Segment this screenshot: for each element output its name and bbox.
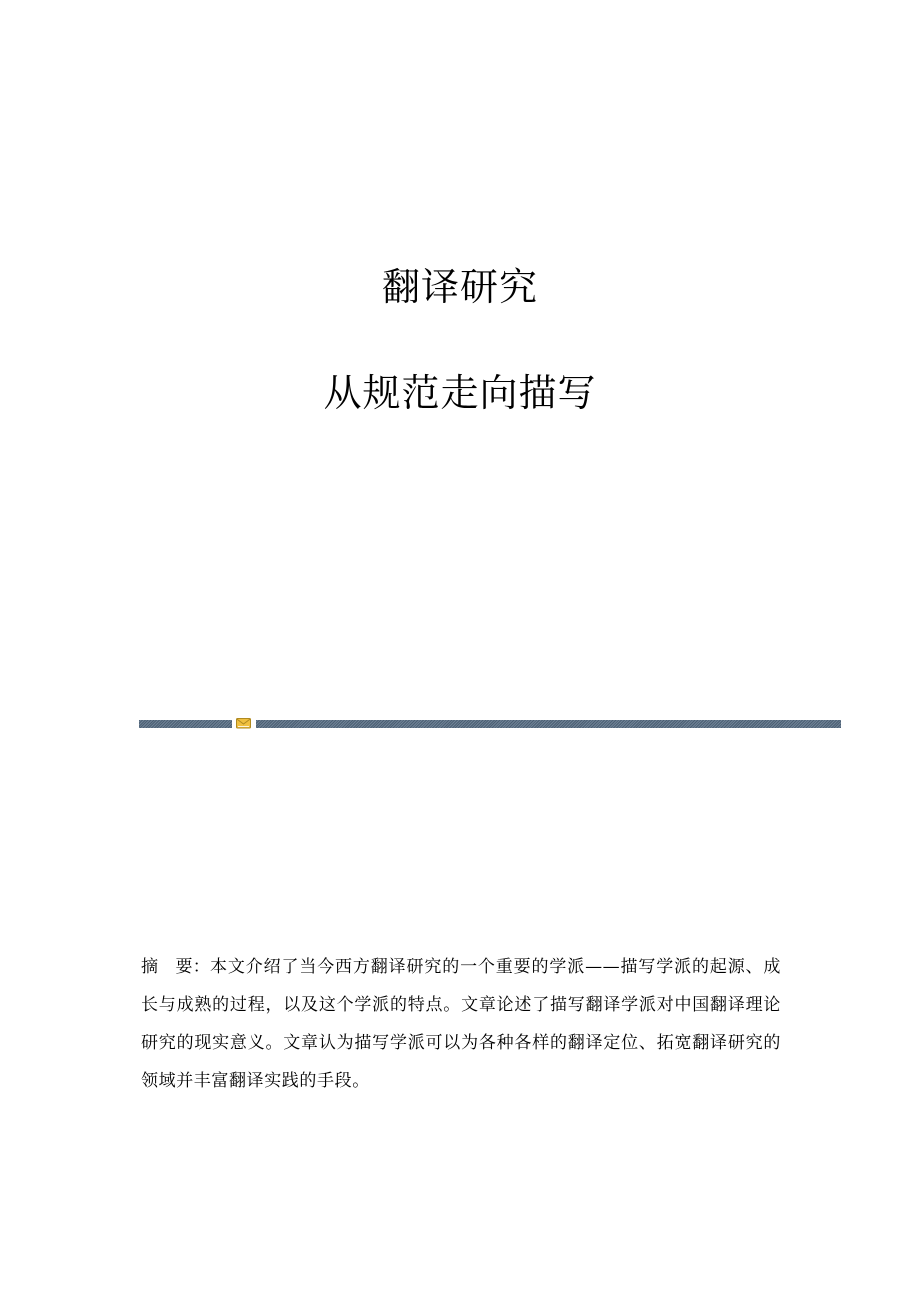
abstract-paragraph xyxy=(141,948,781,1100)
divider-bar-right xyxy=(256,720,841,728)
abstract-text: 本文介绍了当今西方翻译研究的一个重要的学派——描写学派的起源、成长与成熟的过程，以及这个学派的特点。文章论述了描写翻译学派对中国翻译理论研究的现实意义。文章认为描写学派可以为各种各样的翻译定位、拓宽翻译研究的领域并丰富翻译实践的手段。 xyxy=(141,957,782,1091)
document-subtitle: 从规范走向描写 xyxy=(323,371,597,415)
abstract-label: 摘 要： xyxy=(141,957,211,977)
envelope-icon xyxy=(236,717,251,729)
divider-bar-left xyxy=(139,720,232,728)
document-title: 翻译研究 xyxy=(381,265,538,309)
section-divider xyxy=(139,717,841,729)
